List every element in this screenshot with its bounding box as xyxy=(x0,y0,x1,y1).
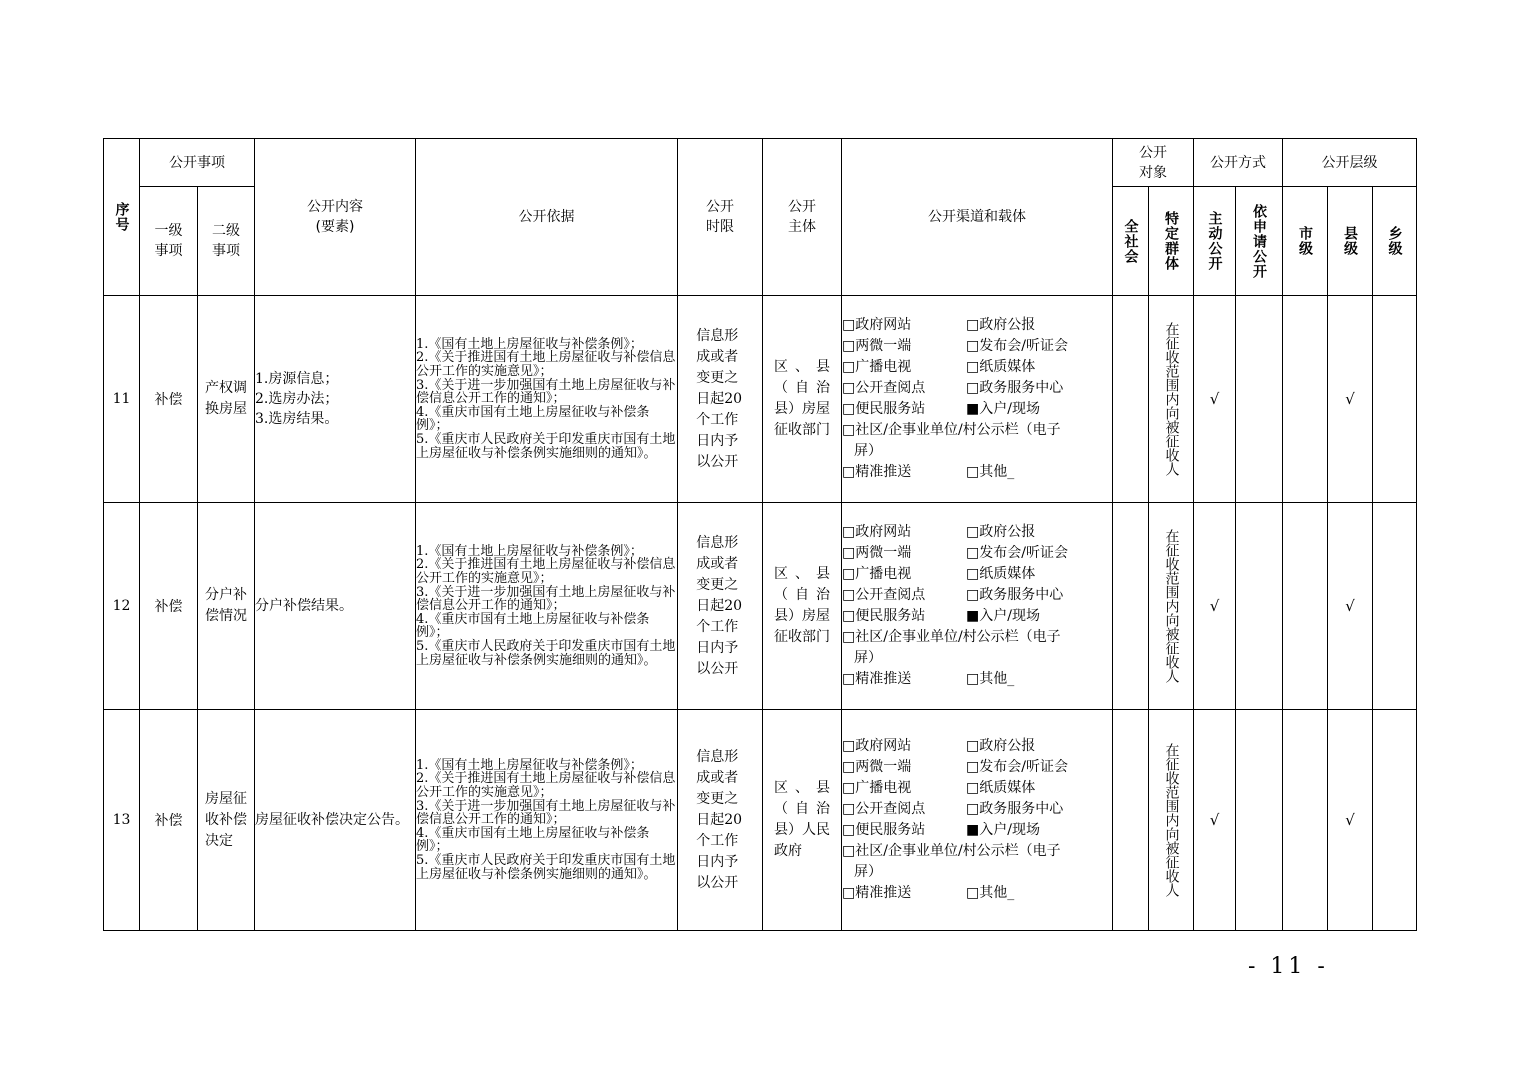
row-time-limit: 信息形成或者变更之日起20个工作日内予以公开 xyxy=(678,710,763,931)
row-method-active: √ xyxy=(1194,503,1236,710)
row-channels xyxy=(842,296,1113,503)
disclosure-table xyxy=(103,138,1417,931)
channel-wechat: □两微一端 xyxy=(842,759,912,775)
header-items-group: 公开事项 xyxy=(140,139,255,187)
channel-gazette: □政府公报 xyxy=(966,524,1036,540)
channel-onsite: ■入户/现场 xyxy=(966,608,1040,624)
row-content: 房屋征收补偿决定公告。 xyxy=(255,710,416,931)
header-level-county: 县级 xyxy=(1328,187,1373,296)
row-level-city xyxy=(1283,710,1328,931)
channel-convenience: □便民服务站 xyxy=(842,401,926,417)
channel-service-center: □政务服务中心 xyxy=(966,380,1064,396)
header-level-group: 公开层级 xyxy=(1283,139,1417,187)
row-level2: 分户补偿情况 xyxy=(198,503,255,710)
row-subject: 区、县（自治县）人民政府 xyxy=(763,710,842,931)
channel-push: □精准推送 xyxy=(842,885,912,901)
row-content: 1.房源信息； 2.选房办法； 3.选房结果。 xyxy=(255,296,416,503)
row-method-request xyxy=(1236,710,1283,931)
row-channels xyxy=(842,710,1113,931)
row-basis: 1.《国有土地上房屋征收与补偿条例》； 2.《关于推进国有土地上房屋征收与补偿信息公开工作的实施意见》； 3.《关于进一步加强国有土地上房屋征收与补偿信息公开工作的通知》； 4.《重庆市国有土地上房屋征收与补偿条例》； 5.《重庆市人民政府关于印发重庆市国有土地上房屋征收与补偿条例实施细则的通知》。 xyxy=(416,296,678,503)
row-level1: 补偿 xyxy=(140,710,198,931)
page-number: - 11 - xyxy=(1248,954,1329,979)
row-level-county: √ xyxy=(1328,710,1373,931)
row-basis: 1.《国有土地上房屋征收与补偿条例》； 2.《关于推进国有土地上房屋征收与补偿信息公开工作的实施意见》； 3.《关于进一步加强国有土地上房屋征收与补偿信息公开工作的通知》； 4.《重庆市国有土地上房屋征收与补偿条例》； 5.《重庆市人民政府关于印发重庆市国有土地上房屋征收与补偿条例实施细则的通知》。 xyxy=(416,710,678,931)
channel-other: □其他_ xyxy=(966,671,1015,687)
channel-reading: □公开查阅点 xyxy=(842,380,926,396)
row-level-city xyxy=(1283,503,1328,710)
row-target-specific: 在征收范围内向被征收人 xyxy=(1149,503,1194,710)
header-target-group: 公开 对象 xyxy=(1113,139,1194,187)
channel-onsite: ■入户/现场 xyxy=(966,401,1040,417)
channel-paper: □纸质媒体 xyxy=(966,359,1036,375)
row-level-town xyxy=(1373,710,1417,931)
channel-reading: □公开查阅点 xyxy=(842,801,926,817)
channel-web: □政府网站 xyxy=(842,317,912,333)
row-level-city xyxy=(1283,296,1328,503)
table-row xyxy=(104,503,1417,710)
channel-board: □社区/企事业单位/村公示栏（电子 屏） xyxy=(842,843,1061,880)
channel-board: □社区/企事业单位/村公示栏（电子 屏） xyxy=(842,629,1061,666)
row-level-town xyxy=(1373,503,1417,710)
channel-board: □社区/企事业单位/村公示栏（电子 屏） xyxy=(842,422,1061,459)
row-level1: 补偿 xyxy=(140,503,198,710)
row-seq: 11 xyxy=(104,296,140,503)
row-level1: 补偿 xyxy=(140,296,198,503)
header-content: 公开内容 (要素) xyxy=(255,139,416,296)
table-row xyxy=(104,296,1417,503)
channel-wechat: □两微一端 xyxy=(842,338,912,354)
header-method-group: 公开方式 xyxy=(1194,139,1283,187)
header-target-specific: 特定群体 xyxy=(1149,187,1194,296)
row-content: 分户补偿结果。 xyxy=(255,503,416,710)
row-method-request xyxy=(1236,296,1283,503)
row-target-all xyxy=(1113,503,1149,710)
row-level-county: √ xyxy=(1328,503,1373,710)
channel-service-center: □政务服务中心 xyxy=(966,587,1064,603)
channel-push: □精准推送 xyxy=(842,671,912,687)
row-target-specific: 在征收范围内向被征收人 xyxy=(1149,710,1194,931)
row-method-active: √ xyxy=(1194,296,1236,503)
header-target-all: 全社会 xyxy=(1113,187,1149,296)
channel-other: □其他_ xyxy=(966,464,1015,480)
channel-push: □精准推送 xyxy=(842,464,912,480)
row-level-town xyxy=(1373,296,1417,503)
row-level2: 产权调换房屋 xyxy=(198,296,255,503)
header-time-limit: 公开 时限 xyxy=(678,139,763,296)
channel-convenience: □便民服务站 xyxy=(842,608,926,624)
channel-tv: □广播电视 xyxy=(842,359,912,375)
row-method-active: √ xyxy=(1194,710,1236,931)
row-seq: 12 xyxy=(104,503,140,710)
channel-paper: □纸质媒体 xyxy=(966,780,1036,796)
header-level-town: 乡级 xyxy=(1373,187,1417,296)
row-time-limit: 信息形成或者变更之日起20个工作日内予以公开 xyxy=(678,503,763,710)
row-basis: 1.《国有土地上房屋征收与补偿条例》； 2.《关于推进国有土地上房屋征收与补偿信息公开工作的实施意见》； 3.《关于进一步加强国有土地上房屋征收与补偿信息公开工作的通知》； 4.《重庆市国有土地上房屋征收与补偿条例》； 5.《重庆市人民政府关于印发重庆市国有土地上房屋征收与补偿条例实施细则的通知》。 xyxy=(416,503,678,710)
row-level2: 房屋征收补偿决定 xyxy=(198,710,255,931)
channel-wechat: □两微一端 xyxy=(842,545,912,561)
channel-web: □政府网站 xyxy=(842,738,912,754)
channel-web: □政府网站 xyxy=(842,524,912,540)
channel-press: □发布会/听证会 xyxy=(966,545,1068,561)
channel-paper: □纸质媒体 xyxy=(966,566,1036,582)
row-time-limit: 信息形成或者变更之日起20个工作日内予以公开 xyxy=(678,296,763,503)
row-level-county: √ xyxy=(1328,296,1373,503)
row-channels xyxy=(842,503,1113,710)
header-level2: 二级 事项 xyxy=(198,187,255,296)
header-subject: 公开 主体 xyxy=(763,139,842,296)
channel-onsite: ■入户/现场 xyxy=(966,822,1040,838)
channel-convenience: □便民服务站 xyxy=(842,822,926,838)
row-method-request xyxy=(1236,503,1283,710)
channel-press: □发布会/听证会 xyxy=(966,759,1068,775)
channel-other: □其他_ xyxy=(966,885,1015,901)
row-subject: 区、县（自治县）房屋征收部门 xyxy=(763,503,842,710)
row-target-all xyxy=(1113,296,1149,503)
row-target-specific: 在征收范围内向被征收人 xyxy=(1149,296,1194,503)
channel-gazette: □政府公报 xyxy=(966,738,1036,754)
header-method-active: 主动公开 xyxy=(1194,187,1236,296)
table-row xyxy=(104,710,1417,931)
channel-tv: □广播电视 xyxy=(842,780,912,796)
row-target-all xyxy=(1113,710,1149,931)
channel-service-center: □政务服务中心 xyxy=(966,801,1064,817)
row-seq: 13 xyxy=(104,710,140,931)
channel-reading: □公开查阅点 xyxy=(842,587,926,603)
header-seq: 序号 xyxy=(104,139,140,296)
channel-tv: □广播电视 xyxy=(842,566,912,582)
header-level1: 一级 事项 xyxy=(140,187,198,296)
channel-gazette: □政府公报 xyxy=(966,317,1036,333)
header-channels: 公开渠道和载体 xyxy=(842,139,1113,296)
header-level-city: 市级 xyxy=(1283,187,1328,296)
header-basis: 公开依据 xyxy=(416,139,678,296)
header-method-request: 依申请公开 xyxy=(1236,187,1283,296)
row-subject: 区、县（自治县）房屋征收部门 xyxy=(763,296,842,503)
channel-press: □发布会/听证会 xyxy=(966,338,1068,354)
